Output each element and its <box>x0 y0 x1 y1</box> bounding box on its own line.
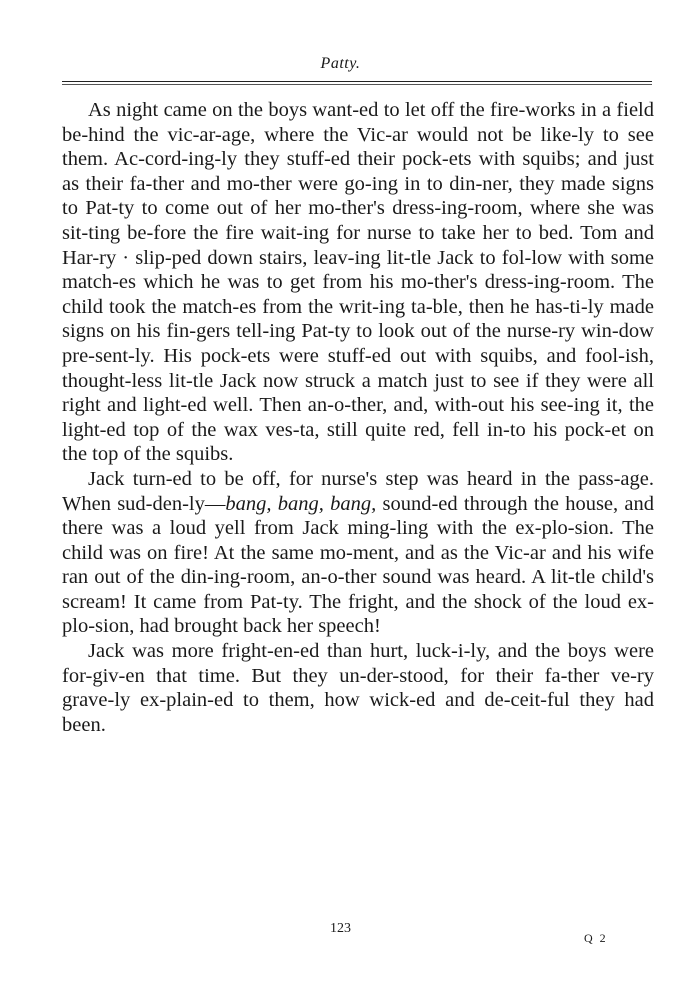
header-rule-lower <box>62 84 652 85</box>
page-number: 123 <box>330 921 351 936</box>
paragraph-explosion <box>62 467 654 639</box>
paragraph-text: sound-ed through the house, and there was a loud yell from Jack ming-ling with the ex-plo-sion. The child was on fire! At the same mo-ment, and as the Vic-ar and his wife ran out of the din-ing-room, an-o-ther sound was heard. A lit-tle child's scream! It came from Pat-ty. The fright, and the shock of the loud ex-plo-sion, had brought back her speech! <box>62 492 655 638</box>
paragraph-forgiven <box>62 639 654 737</box>
running-head: Patty. <box>320 55 361 72</box>
header-rule <box>62 81 652 82</box>
paragraph-text: Jack turn-ed to be off, for nurse's step was heard in the pass-age. When sud-den-ly— <box>62 467 654 515</box>
signature-mark: Q 2 <box>584 931 608 945</box>
emphasis-bang: bang, bang, bang, <box>225 492 377 515</box>
paragraph-text: Jack was more fright-en-ed than hurt, luck-i-ly, and the boys were for-giv-en that time. But they un-der-stood, for their fa-ther ve-ry grave-ly ex-plain-ed to them, how wick-ed and de-ceit-ful they had been. <box>62 640 654 736</box>
paragraph-night-fireworks <box>62 98 654 467</box>
body-text <box>62 98 654 737</box>
paragraph-text: As night came on the boys want-ed to let off the fire-works in a field be-hind the vic-ar-age, where the Vic-ar would not be like-ly to see them. Ac-cord-ing-ly they stuff-ed their pock-ets with squibs; and just as their fa-ther and mo-ther were go-ing in to din-ner, they made signs to Pat-ty to come out of her mo-ther's dress-ing-room, where she was sit-ting be-fore the fire wait-ing for nurse to take her to bed. Tom and Har-ry · slip-ped down stairs, leav-ing lit-tle Jack to fol-low with some match-es which he was to get from his mo-ther's dress-ing-room. The child took the match-es from the writ-ing ta-ble, then he has-ti-ly made signs on his fin-gers tell-ing Pat-ty to look out of the nurse-ry win-dow pre-sent-ly. His pock-ets were stuff-ed out with squibs, and fool-ish, thought-less lit-tle Jack now struck a match just to see if they were all right and light-ed well. Then an-o-ther, and, with-out his see-ing it, the light-ed top of the wax ves-ta, still quite red, fell in-to his pock-et on the top of the squibs. <box>62 99 654 466</box>
